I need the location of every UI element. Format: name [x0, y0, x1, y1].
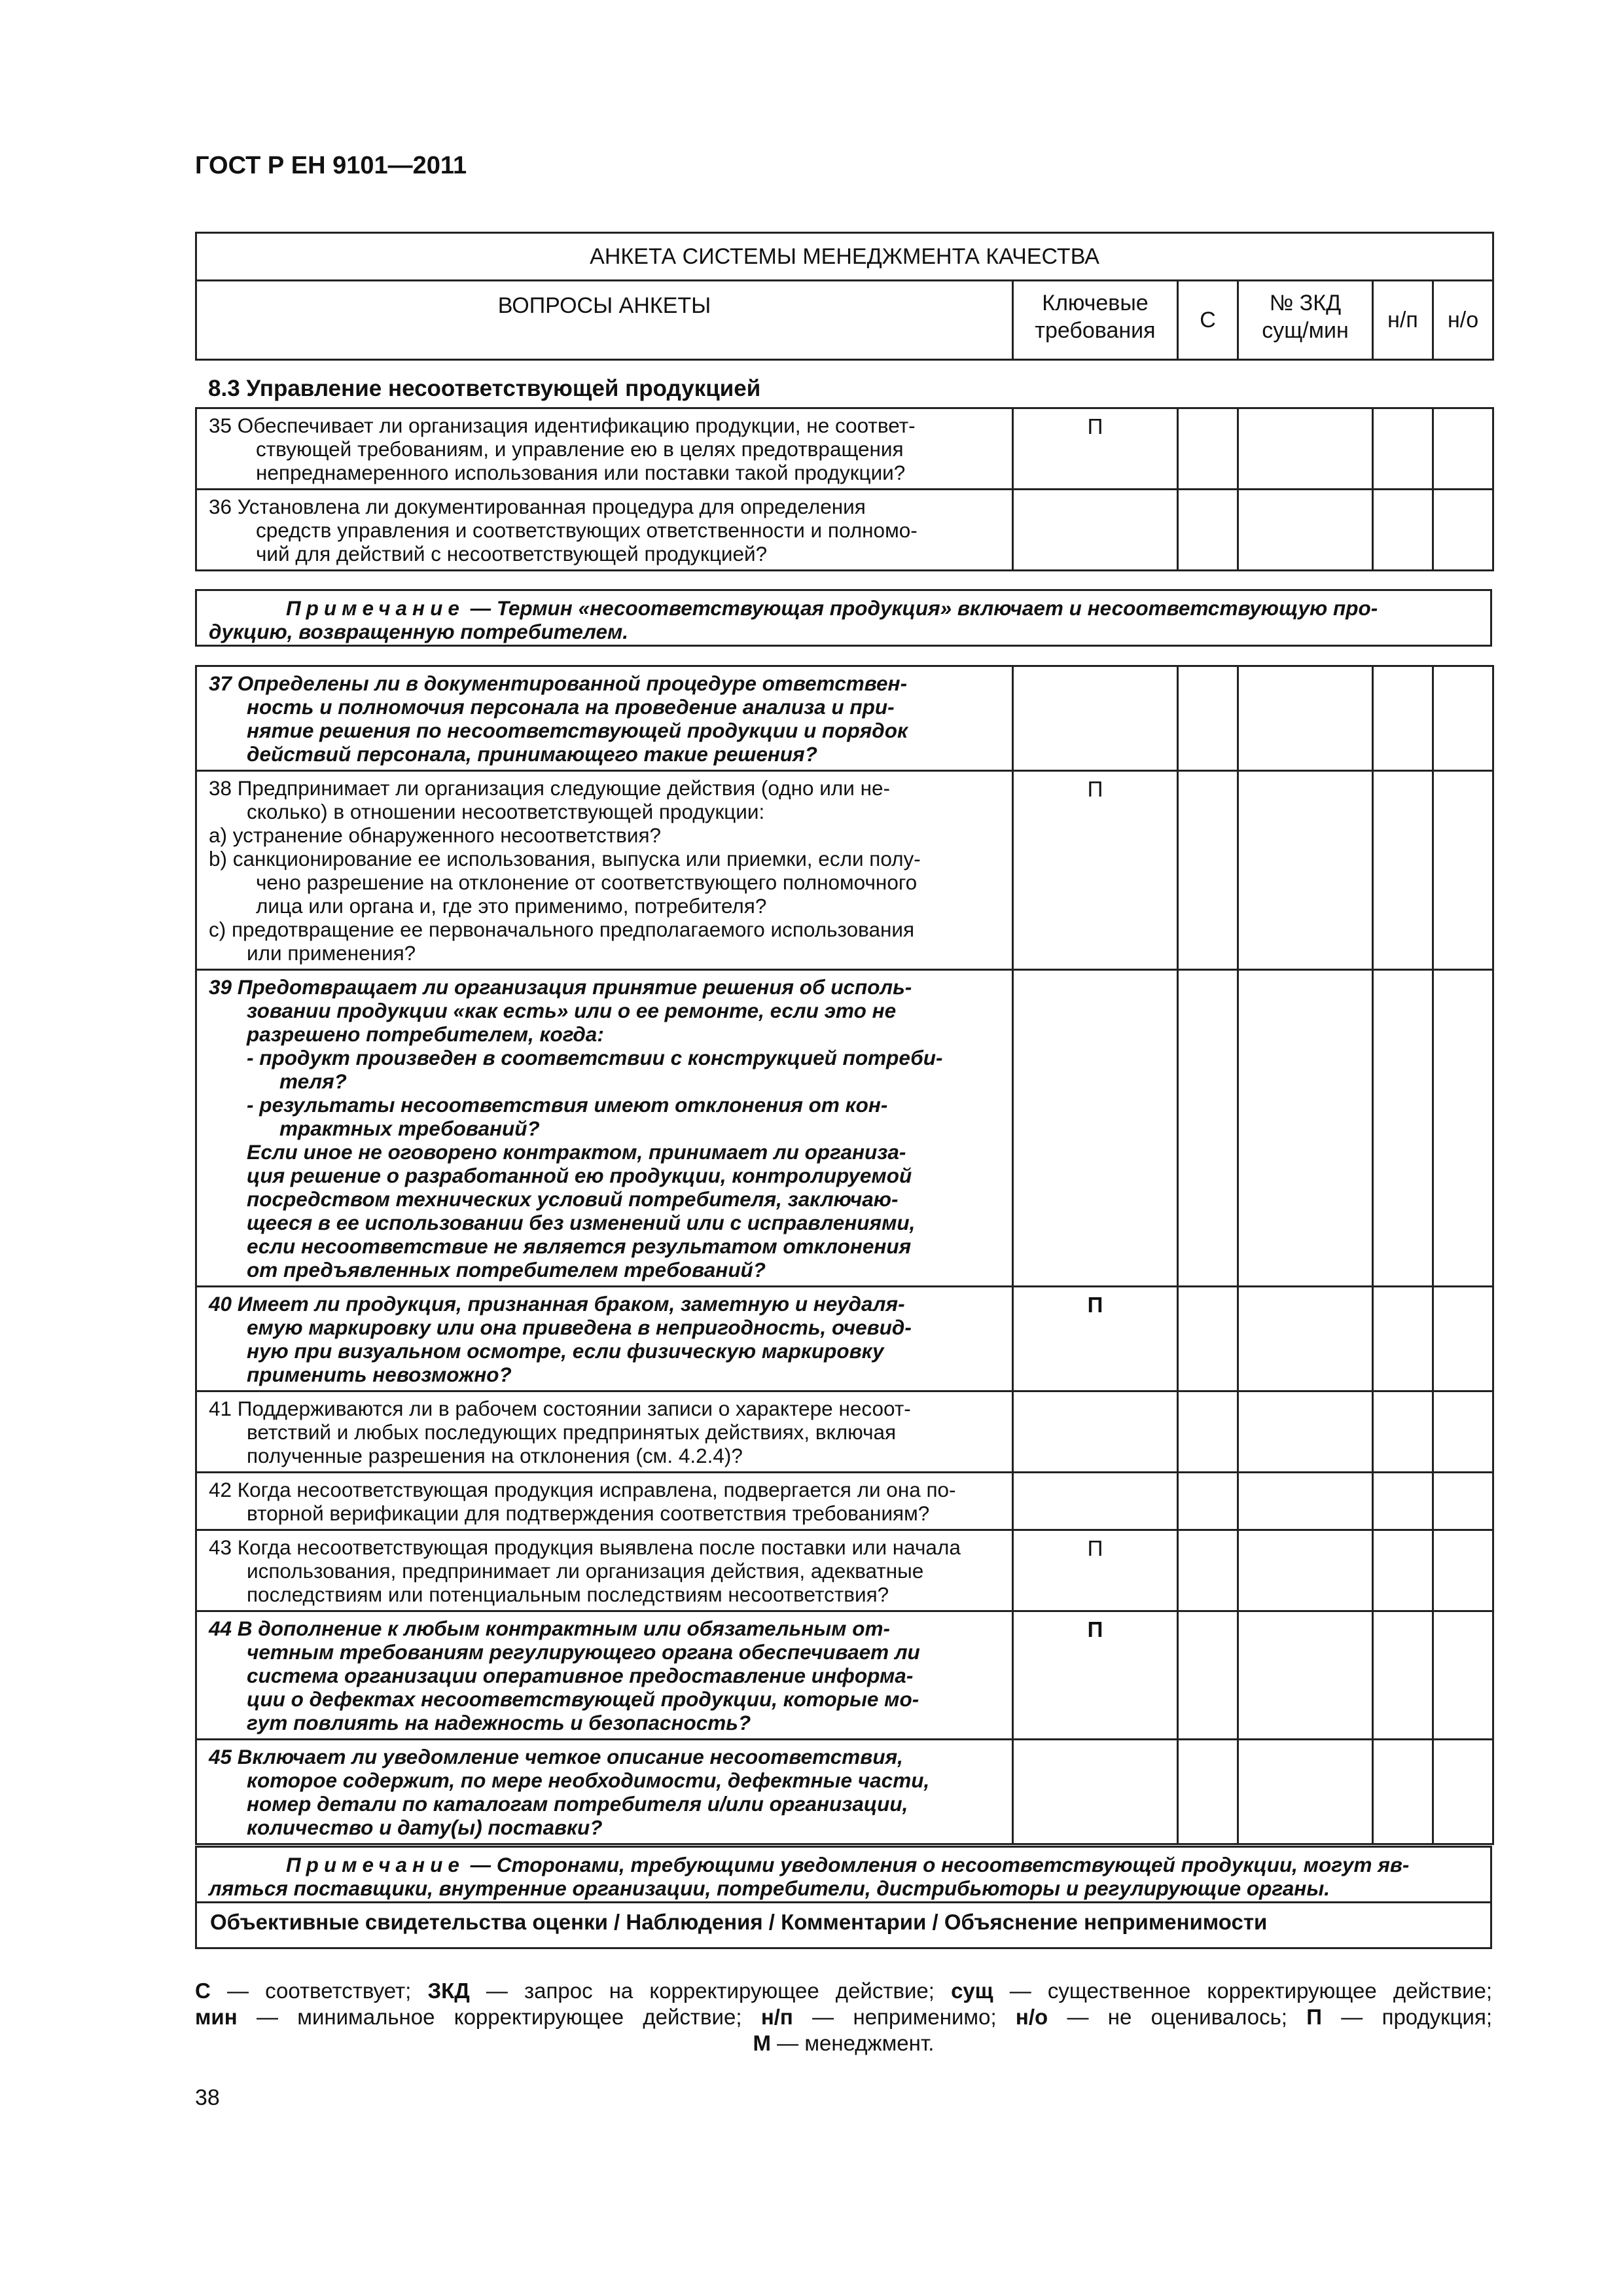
cell-c-41[interactable] [1178, 1391, 1238, 1473]
cell-c-39[interactable] [1178, 970, 1238, 1287]
cell-zkd-43[interactable] [1238, 1530, 1373, 1611]
table-row [196, 1611, 1493, 1740]
legend-def: — менеджмент. [771, 2031, 935, 2055]
key-requirement-37 [1013, 666, 1178, 771]
question-40-line: 40 Имеет ли продукция, признанная браком, заметную и неудаля- [209, 1292, 905, 1316]
cell-c-42[interactable] [1178, 1473, 1238, 1530]
cell-c-40[interactable] [1178, 1287, 1238, 1391]
table-row [196, 1740, 1493, 1844]
cell-np-40[interactable] [1373, 1287, 1433, 1391]
question-38-line: или применения? [247, 941, 416, 965]
question-38-line: сколько) в отношении несоответствующей продукции: [247, 800, 765, 823]
question-39-line: ция решение о разработанной ею продукции, контролируемой [247, 1164, 912, 1187]
legend-def: — существенное корректирующее действие; [993, 1979, 1492, 2003]
legend-term: мин [195, 2005, 238, 2029]
cell-np-45[interactable] [1373, 1740, 1433, 1844]
cell-np-38[interactable] [1373, 771, 1433, 970]
table-row [196, 771, 1493, 970]
table-row [196, 1473, 1493, 1530]
question-39-line: - результаты несоответствия имеют отклонения от кон- [247, 1093, 888, 1117]
note-2-label: Примечание [286, 1853, 465, 1876]
question-44-line: гут повлиять на надежность и безопасность? [247, 1711, 751, 1734]
cell-c-45[interactable] [1178, 1740, 1238, 1844]
question-37-line: действий персонала, принимающего такие решения? [247, 742, 817, 766]
table-title: АНКЕТА СИСТЕМЫ МЕНЕДЖМЕНТА КАЧЕСТВА [196, 233, 1493, 281]
question-42 [196, 1473, 1013, 1530]
legend-def: — минимальное корректирующее действие; [237, 2005, 761, 2029]
cell-np-41[interactable] [1373, 1391, 1433, 1473]
cell-no-43[interactable] [1433, 1530, 1493, 1611]
col-header-key-line1: Ключевые [1042, 291, 1149, 315]
cell-no-35[interactable] [1433, 408, 1493, 490]
question-39-line: - продукт произведен в соответствии с конструкцией потреби- [247, 1046, 943, 1069]
question-39-line: если несоответствие не является результатом отклонения [247, 1234, 912, 1258]
col-header-zkd-line1: № ЗКД [1269, 291, 1342, 315]
table-row [196, 490, 1493, 571]
legend-term: н/о [1015, 2005, 1048, 2029]
legend-def: — не оценивалось; [1048, 2005, 1307, 2029]
question-38-line: лица или органа и, где это применимо, потребителя? [256, 894, 767, 918]
cell-zkd-35[interactable] [1238, 408, 1373, 490]
question-37-line: нятие решения по несоответствующей продукции и порядок [247, 719, 908, 742]
cell-zkd-44[interactable] [1238, 1611, 1373, 1740]
note-1-text: — Термин «несоответствующая продукция» включает и несоответствующую про- [464, 596, 1378, 620]
question-39-line: теля? [279, 1069, 347, 1093]
table-row [196, 408, 1493, 490]
cell-np-42[interactable] [1373, 1473, 1433, 1530]
note-2-block [195, 1846, 1492, 1949]
cell-no-36[interactable] [1433, 490, 1493, 571]
question-41-line: полученные разрешения на отклонения (см. 4.2.4)? [247, 1444, 743, 1467]
question-35 [196, 408, 1013, 490]
cell-zkd-42[interactable] [1238, 1473, 1373, 1530]
legend-line-2 [195, 2004, 1492, 2030]
note-1 [195, 589, 1492, 647]
legend-def: — продукция; [1321, 2005, 1492, 2029]
key-requirement-45 [1013, 1740, 1178, 1844]
legend-term: С [195, 1979, 211, 2003]
question-block-2 [195, 665, 1492, 1845]
table-row [196, 1391, 1493, 1473]
question-39-line: Если иное не оговорено контрактом, принимает ли организа- [247, 1140, 906, 1164]
question-39-line: 39 Предотвращает ли организация принятие решения об исполь- [209, 975, 912, 999]
table-row [196, 666, 1493, 771]
note-2-text: — Сторонами, требующими уведомления о несоответствующей продукции, могут яв- [464, 1853, 1410, 1876]
cell-zkd-36[interactable] [1238, 490, 1373, 571]
cell-no-38[interactable] [1433, 771, 1493, 970]
question-38-line: чено разрешение на отклонение от соответствующего полномочного [256, 870, 918, 894]
question-43-line: 43 Когда несоответствующая продукция выявлена после поставки или начала [209, 1535, 961, 1559]
question-40-line: емую маркировку или она приведена в непригодность, очевид- [247, 1316, 912, 1339]
question-38-item-b: b) санкционирование ее использования, выпуска или приемки, если полу- [209, 847, 921, 870]
question-44 [196, 1611, 1013, 1740]
question-35-line: 35 Обеспечивает ли организация идентификацию продукции, не соответ- [209, 414, 916, 437]
question-39-line: зовании продукции «как есть» или о ее ремонте, если это не [247, 999, 897, 1022]
question-40-line: ную при визуальном осмотре, если физическую маркировку [247, 1339, 884, 1363]
cell-no-44[interactable] [1433, 1611, 1493, 1740]
legend-line-1 [195, 1978, 1492, 2004]
legend [195, 1978, 1492, 2056]
cell-zkd-38[interactable] [1238, 771, 1373, 970]
cell-no-45[interactable] [1433, 1740, 1493, 1844]
question-43-line: использования, предпринимает ли организация действия, адекватные [247, 1559, 924, 1583]
legend-def: — соответствует; [210, 1979, 428, 2003]
col-header-c: С [1178, 281, 1238, 360]
legend-term: М [753, 2031, 772, 2055]
legend-term: П [1306, 2005, 1322, 2029]
key-requirement-42 [1013, 1473, 1178, 1530]
question-37-line: 37 Определены ли в документированной процедуре ответствен- [209, 672, 908, 695]
legend-term: ЗКД [427, 1979, 470, 2003]
legend-def: — запрос на корректирующее действие; [469, 1979, 952, 2003]
question-43-line: последствиям или потенциальным последствиям несоответствия? [247, 1583, 889, 1606]
question-45-line: номер детали по каталогам потребителя и/или организации, [247, 1792, 908, 1816]
question-40 [196, 1287, 1013, 1391]
section-title: 8.3 Управление несоответствующей продукцией [208, 376, 761, 401]
document-code: ГОСТ Р ЕН 9101—2011 [195, 152, 467, 179]
question-45-line: 45 Включает ли уведомление четкое описание несоответствия, [209, 1745, 903, 1768]
question-43 [196, 1530, 1013, 1611]
cell-c-36[interactable] [1178, 490, 1238, 571]
cell-no-40[interactable] [1433, 1287, 1493, 1391]
key-requirement-39 [1013, 970, 1178, 1287]
question-block-1 [195, 407, 1492, 571]
cell-no-39[interactable] [1433, 970, 1493, 1287]
page-number: 38 [195, 2085, 220, 2110]
question-37 [196, 666, 1013, 771]
cell-zkd-40[interactable] [1238, 1287, 1373, 1391]
question-39-line: щееся в ее использовании без изменений или с исправлениями, [247, 1211, 916, 1234]
cell-zkd-41[interactable] [1238, 1391, 1373, 1473]
question-38-item-c: с) предотвращение ее первоначального предполагаемого использования [209, 918, 915, 941]
col-header-no: н/о [1433, 281, 1493, 360]
question-35-line: непреднамеренного использования или поставки такой продукции? [256, 461, 906, 484]
col-header-questions: ВОПРОСЫ АНКЕТЫ [196, 281, 1013, 360]
cell-c-44[interactable] [1178, 1611, 1238, 1740]
questionnaire-header [195, 232, 1492, 361]
col-header-key-line2: требования [1035, 318, 1156, 343]
question-36 [196, 490, 1013, 571]
question-45-line: которое содержит, по мере необходимости, дефектные части, [247, 1768, 930, 1792]
col-header-zkd [1238, 281, 1373, 360]
question-45-line: количество и дату(ы) поставки? [247, 1816, 603, 1839]
note-1-label: Примечание [286, 596, 465, 620]
table-row [196, 1287, 1493, 1391]
cell-c-38[interactable] [1178, 771, 1238, 970]
cell-zkd-45[interactable] [1238, 1740, 1373, 1844]
note-2-text-cont: ляться поставщики, внутренние организации, потребители, дистрибьюторы и регулирующие органы. [209, 1876, 1330, 1900]
col-header-np: н/п [1373, 281, 1433, 360]
question-36-line: средств управления и соответствующих ответственности и полномо- [256, 518, 918, 542]
question-38 [196, 771, 1013, 970]
question-39-line: от предъявленных потребителем требований? [247, 1258, 766, 1282]
key-requirement-36 [1013, 490, 1178, 571]
question-36-line: чий для действий с несоответствующей продукцией? [256, 542, 768, 565]
note-1-text-cont: дукцию, возвращенную потребителем. [209, 620, 629, 643]
cell-np-39[interactable] [1373, 970, 1433, 1287]
legend-line-3 [195, 2030, 1492, 2056]
key-requirement-43: П [1013, 1530, 1178, 1611]
question-44-line: система организации оперативное предоставление информа- [247, 1664, 914, 1687]
legend-term: сущ [951, 1979, 993, 2003]
question-41-line: 41 Поддерживаются ли в рабочем состоянии записи о характере несоот- [209, 1397, 911, 1420]
key-requirement-44: П [1013, 1611, 1178, 1740]
cell-np-37[interactable] [1373, 666, 1433, 771]
question-42-line: 42 Когда несоответствующая продукция исправлена, подвергается ли она по- [209, 1478, 956, 1501]
cell-no-42[interactable] [1433, 1473, 1493, 1530]
table-row [196, 970, 1493, 1287]
cell-no-41[interactable] [1433, 1391, 1493, 1473]
cell-c-37[interactable] [1178, 666, 1238, 771]
cell-c-43[interactable] [1178, 1530, 1238, 1611]
question-36-line: 36 Установлена ли документированная процедура для определения [209, 495, 866, 518]
key-requirement-40: П [1013, 1287, 1178, 1391]
col-header-zkd-line2: сущ/мин [1262, 318, 1349, 343]
question-39-line: посредством технических условий потребителя, заключаю- [247, 1187, 899, 1211]
question-41-line: ветствий и любых последующих предпринятых действиях, включая [247, 1420, 897, 1444]
cell-zkd-37[interactable] [1238, 666, 1373, 771]
question-39 [196, 970, 1013, 1287]
question-41 [196, 1391, 1013, 1473]
question-35-line: ствующей требованиям, и управление ею в целях предотвращения [256, 437, 904, 461]
evidence-field[interactable]: Объективные свидетельства оценки / Наблюдения / Комментарии / Объяснение неприменимости [195, 1903, 1492, 1949]
cell-no-37[interactable] [1433, 666, 1493, 771]
note-2 [195, 1846, 1492, 1903]
key-requirement-38: П [1013, 771, 1178, 970]
cell-zkd-39[interactable] [1238, 970, 1373, 1287]
question-40-line: применить невозможно? [247, 1363, 512, 1386]
legend-def: — неприменимо; [793, 2005, 1016, 2029]
cell-np-36[interactable] [1373, 490, 1433, 571]
question-45 [196, 1740, 1013, 1844]
question-37-line: ность и полномочия персонала на проведение анализа и при- [247, 695, 895, 719]
question-39-line: трактных требований? [279, 1117, 540, 1140]
question-42-line: вторной верификации для подтверждения соответствия требованиям? [247, 1501, 930, 1525]
key-requirement-35: П [1013, 408, 1178, 490]
question-44-line: 44 В дополнение к любым контрактным или обязательным от- [209, 1617, 890, 1640]
question-44-line: ции о дефектах несоответствующей продукции, которые мо- [247, 1687, 919, 1711]
question-44-line: четным требованиям регулирующего органа обеспечивает ли [247, 1640, 920, 1664]
cell-np-44[interactable] [1373, 1611, 1433, 1740]
col-header-key-requirements [1013, 281, 1178, 360]
cell-np-43[interactable] [1373, 1530, 1433, 1611]
question-38-item-a: а) устранение обнаруженного несоответствия? [209, 823, 662, 847]
cell-c-35[interactable] [1178, 408, 1238, 490]
question-39-line: разрешено потребителем, когда: [247, 1022, 604, 1046]
table-row [196, 1530, 1493, 1611]
cell-np-35[interactable] [1373, 408, 1433, 490]
question-38-line: 38 Предпринимает ли организация следующие действия (одно или не- [209, 776, 891, 800]
legend-term: н/п [760, 2005, 793, 2029]
key-requirement-41 [1013, 1391, 1178, 1473]
